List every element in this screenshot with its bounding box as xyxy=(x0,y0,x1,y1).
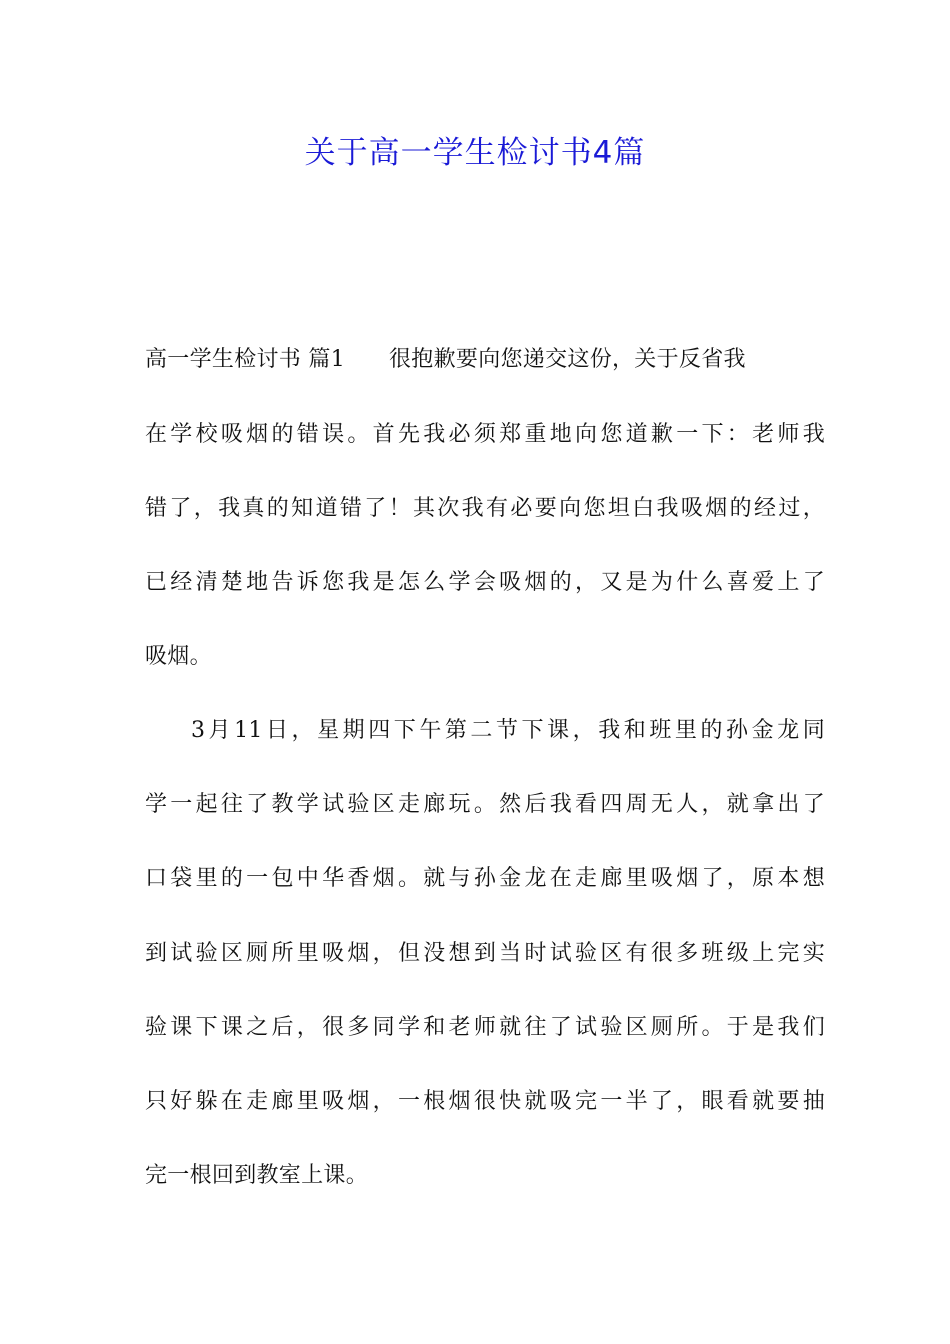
paragraph-line-4: 已经清楚地告诉您我是怎么学会吸烟的，又是为什么喜爱上了 xyxy=(145,570,825,595)
paragraph-line-2: 在学校吸烟的错误。首先我必须郑重地向您道歉一下：老师我 xyxy=(145,422,825,447)
paragraph-text: 很抱歉要向您递交这份，关于反省我 xyxy=(389,347,746,372)
paragraph-line-8: 口袋里的一包中华香烟。就与孙金龙在走廊里吸烟了，原本想 xyxy=(145,866,825,891)
paragraph-line-3: 错了，我真的知道错了！其次我有必要向您坦白我吸烟的经过， xyxy=(145,496,825,521)
paragraph-line-6: 3月11日，星期四下午第二节下课，我和班里的孙金龙同 xyxy=(191,718,825,743)
section-heading: 高一学生检讨书 篇1 xyxy=(145,347,345,372)
paragraph-line-7: 学一起往了教学试验区走廊玩。然后我看四周无人，就拿出了 xyxy=(145,792,825,817)
paragraph-line-10: 验课下课之后，很多同学和老师就往了试验区厕所。于是我们 xyxy=(145,1015,825,1040)
paragraph-line-11: 只好躲在走廊里吸烟，一根烟很快就吸完一半了，眼看就要抽 xyxy=(145,1089,825,1114)
paragraph-line-5: 吸烟。 xyxy=(145,644,212,669)
paragraph-line-9: 到试验区厕所里吸烟，但没想到当时试验区有很多班级上完实 xyxy=(145,941,825,966)
document-title: 关于高一学生检讨书4篇 xyxy=(304,135,646,171)
paragraph-line-1 xyxy=(145,345,825,375)
paragraph-line-12: 完一根回到教室上课。 xyxy=(145,1163,369,1188)
